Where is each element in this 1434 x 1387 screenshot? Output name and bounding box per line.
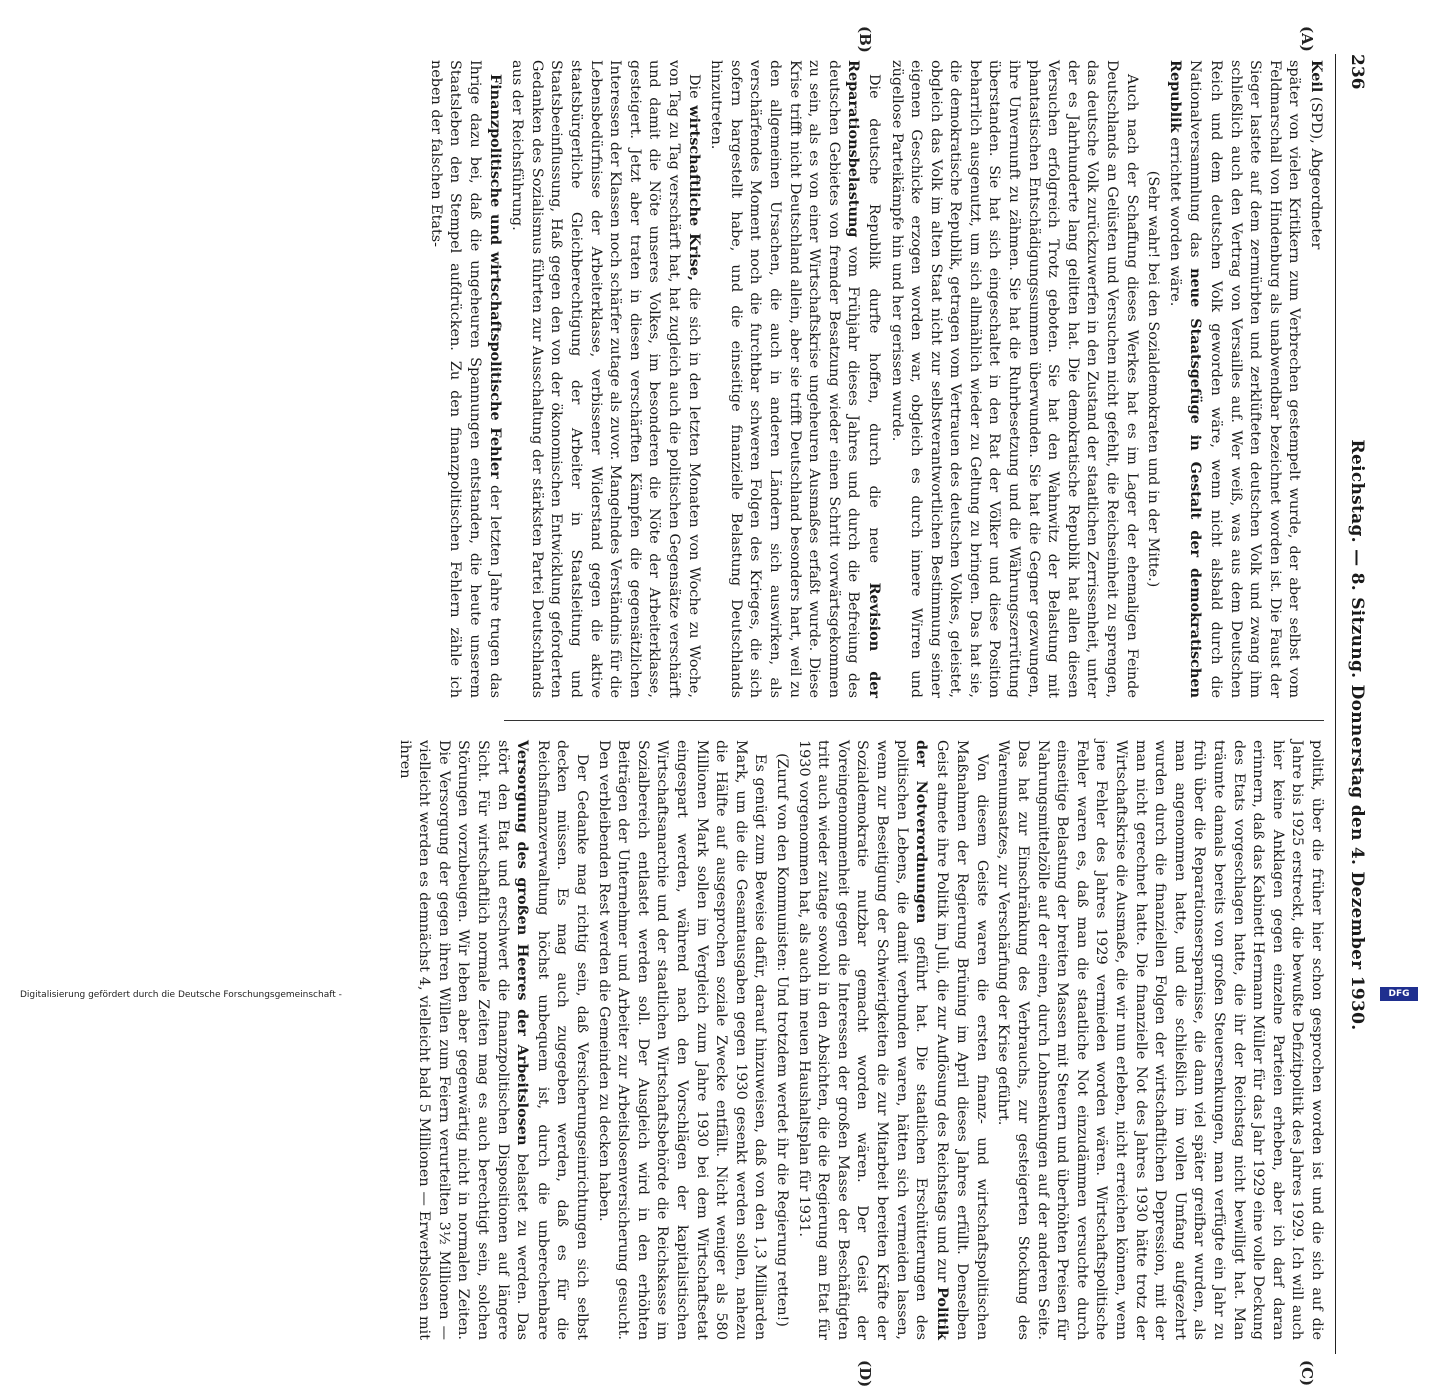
- bold-run: Politik der Notverordnungen: [913, 740, 951, 1340]
- speaker-party: (SPD), Abgeordneter: [1308, 96, 1324, 250]
- left-column: [427, 60, 1326, 699]
- margin-mark-c: (C): [1298, 1360, 1316, 1387]
- text-run: Der Gedanke mag richtig sein, daß Versicherungseinrichtungen sich selbst decken müssen. Es mag auch zugegeben werden, daß es für die Reichsfinanzverwaltung höchst unbequem ist, durch die unberechenbare: [534, 740, 591, 1340]
- paragraph: [793, 740, 991, 1340]
- bold-run: wirtschaftliche Krise,: [685, 105, 703, 281]
- bold-run: Finanzpolitische und wirtschaftspolitische Fehler: [486, 74, 504, 479]
- text-run: der letzten Jahre trugen das Ihrige dazu bei, daß die ungeheuren Spannungen entstanden, die heute unserem Staatsleben den Stempel aufdrücken. Zu den finanzpolitischen Fehlern zähle ich neben der falschen Etats-: [427, 60, 503, 699]
- bold-run: Revision der Reparationsbelastung: [845, 60, 883, 698]
- text-run: geführt hat. Die staatlichen Erschütterungen des politischen Lebens, die damit verbunden waren, hätten sich vermeiden lassen, wenn zur Beseitigung der Schwierigkeiten die zur Mitarbeit bereiten Kräfte der Sozialdemokratie nutzbar gemacht worden wären. Der Geist der Voreingenommenheit gegen die Interessen der großen Masse der Beschäftigten tritt auch wieder zutage sowohl in den Absichten, die die Regierung am Etat für 1930 vorgenommen hat, als auch im neuen Haushaltsplan für 1931.: [795, 740, 930, 1341]
- page-number: 236: [1347, 54, 1367, 90]
- interjection: (Zuruf von den Kommunisten: Und trotzdem werdet ihr die Regierung retten!): [773, 753, 790, 1327]
- text-run: Die deutsche Republik durfte hoffen, durch die neue: [865, 74, 882, 563]
- column-divider: [504, 720, 1324, 721]
- paragraph: [507, 60, 704, 698]
- paragraph: [425, 60, 504, 698]
- text-run: vom Frühjahr dieses Jahres und durch die Befreiung des deutschen Gebietes von fremder Besatzung wieder einen Schritt vorwärtsgekommen zu sein, als es von einer Wirtschaftskrise ungeheuren Ausmaßes erfaßt wurde. Diese Krise trifft nicht Deutschland allein, aber sie trifft Deutschland besonders hart, weil zu den allgemeinen Ursachen, die auch in anderen Ländern sich auswirken, als verschärfendes Moment noch die furchtbar schweren Folgen des Krieges, die sich sofern bargestellt habe, und die einseitige finanzielle Belastung Deutschlands hinzutreten.: [708, 60, 862, 698]
- text-run: belastet zu werden. Das stört den Etat und erschwert die finanzpolitischen Dispositionen auf längere Sicht. Für wirtschaftlich normale Zeiten mag es auch berechtigt sein, solchen Störungen vorzubeugen. Wir leben aber gegenwärtig nicht in normalen Zeiten. Die Versorgung der gegen ihren Willen zum Feiern verurteilten 3½ Millionen — vielleicht werden es demnächst 4, vielleicht bald 5 Millionen — Erwerbslosen mit ihren: [396, 740, 531, 1340]
- text-run: Von diesem Geiste waren die ersten finanz- und wirtschaftspolitischen Maßnahmen der Regierung Brüning im April dieses Jahres erfüllt. Denselben Geist atmete ihre Politik im Juli, die zur Auflösung des Reichstags und zur: [933, 740, 990, 1340]
- header-rule: [1335, 54, 1336, 1354]
- page-title: Reichstag. — 8. Sitzung. Donnerstag den 4. Dezember 1930.: [1347, 439, 1367, 1031]
- margin-mark-d: (D): [856, 1360, 874, 1387]
- dfg-logo: DFG: [1380, 987, 1418, 1001]
- speaker-line: [1305, 60, 1326, 698]
- text-run: die sich in den letzten Monaten von Woche zu Woche, von Tag zu Tag verschärft hat, hat zugleich auch die politischen Gegensätze verschärft und damit die Nöte unseres Volkes, im besonderen die Nöte der Arbeiterklasse, gesteigert. Jetzt aber traten in diesen verschärften Kämpfen die gegensätzlichen Interessen der Klassen noch schärfer zutage als zuvor. Mangelndes Verständnis für die Lebensbedürfnisse der Arbeiterklasse, verbissener Widerstand gegen die aktive staatsbürgerliche Gleichberechtigung der Arbeiter in Staatsleitung und Staatsbeeinflussung, Haß gegen den von der ökonomischen Entwicklung geforderten Gedanken des Sozialismus führten zur Ausschaltung der stärksten Partei Deutschlands aus der Reichsführung.: [509, 60, 702, 698]
- paragraph: politik, über die früher hier schon gesprochen worden ist und die sich auf die Jahre bis 1925 erstreckt, die bewußte Defizitpolitik des Jahres 1929. Ich will auch hier keine Anklagen gegen einzelne Parteien erheben, aber ich darf daran erinnern, daß das Kabinett Hermann Müller für das Jahr 1929 eine volle Deckung des Etats vorgeschlagen hatte, die ihr der Reichstag nicht bewilligt hat. Man träumte damals bereits von großen Steuersenkungen, man verfügte ein Jahr zu früh über die Reparationsersparnisse, die dann viel später greifbar wurden, als man angenommen hatte, und die schließlich im vollen Umfang aufgezehrt wurden durch die finanziellen Folgen der wirtschaftlichen Depression, mit der man nicht gerechnet hatte. Die finanzielle Not des Jahres 1930 hätte trotz der Wirtschaftskrise die Ausmaße, die wir nun erleben, nicht erreichen können, wenn jene Fehler des Jahres 1929 vermieden worden wären. Wirtschaftspolitische Fehler waren es, daß man die staatliche Not einzudämmen versuchte durch einseitige Belastung der breiten Massen mit Steuern und überhöhten Preisen für Nahrungsmittelzölle auf der einen, durch Lohnsenkungen auf der anderen Seite. Das hat zur Einschränkung des Verbrauchs, zur gesteigerten Stockung des Warenumsatzes, zur Verschärfung der Krise geführt.: [995, 740, 1325, 1340]
- text-run: Die: [685, 74, 702, 99]
- margin-mark-b: (B): [856, 26, 874, 53]
- paragraph: [706, 60, 884, 698]
- paragraph: Auch nach der Schaffung dieses Werkes hat es im Lager der ehemaligen Feinde Deutschlands an Gelüsten und Versuchen nicht gefehlt, die Reichseinheit zu sprengen, das deutsche Volk zurückzuwerfen in den Zustand der staatlichen Zerrissenheit, unter der es Jahrhunderte lang gelitten hat. Die demokratische Republik hat allen diesen Versuchen erfolgreich Trotz geboten. Sie hat den Wahnwitz der Belastung mit phantastischen Entschädigungssummen überwunden. Sie hat die Gegner gezwungen, ihre Unvernunft zu zähmen. Sie hat die Ruhrbesetzung und die Währungszerrüttung überstanden. Sie hat sich eingeschaltet in den Rat der Völker und diese Position beharrlich ausgenutzt, um sich allmählich wieder zu Geltung zu bringen. Das hat sie, die demokratische Republik, getragen vom Vertrauen des deutschen Volkes, geleistet, obgleich das Volk im alten Staat nicht zur selbstverantwortlichen Bestimmung seiner eigenen Geschicke erzogen worden war, obgleich es durch innere Wirren und zügellose Parteikämpfe hin und her gerissen wurde.: [888, 60, 1140, 698]
- bold-run: Versorgung des großen Heeres der Arbeitslosen: [514, 740, 532, 1146]
- text-run: errichtet worden wäre.: [1166, 137, 1183, 307]
- paragraph: Es genügt zum Beweise dafür, darauf hinzuweisen, daß von den 1,3 Milliarden Mark, um die die Gesamtausgaben gegen 1930 gesenkt werden sollen, nahezu die Hälfte auf ausgesprochen soziale Zwecke entfällt. Nicht weniger als 580 Millionen Mark sollen im Vergleich zum Jahre 1930 bei dem Wirtschaftsetat eingespart werden, während nach den Vorschlägen der kapitalistischen Wirtschaftsanarchie und der staatlichen Wirtschaftsbehörde die Reichskasse im Sozialbereich entlastet werden soll. Der Ausgleich wird in den erhöhten Beiträgen der Unternehmer und Arbeiter zur Arbeitslosenversicherung gesucht. Den verbleibenden Rest werden die Gemeinden zu decken haben.: [595, 740, 769, 1340]
- digitization-credit: Digitalisierung gefördert durch die Deutsche Forschungsgemeinschaft -: [20, 990, 342, 1000]
- paragraph: [1164, 60, 1303, 698]
- interjection: (Sehr wahr! bei den Sozialdemokraten und in der Mitte.): [1145, 170, 1162, 588]
- margin-mark-a: (A): [1298, 26, 1316, 52]
- paragraph: [394, 740, 591, 1340]
- right-column: [396, 740, 1326, 1341]
- bold-run: neue Staatsgefüge in Gestalt der demokratischen Republik: [1166, 60, 1205, 699]
- speaker-name: Keil: [1308, 60, 1325, 93]
- page-header: [1340, 54, 1374, 1356]
- text-run: später von vielen Kritikern zum Verbrechen gestempelt wurde, der aber selbst vom Feldmarschall von Hindenburg als unabwendbar bezeichnet worden ist. Die Faust der Sieger lastete auf dem zermürbten und zerklüfteten deutschen Volk und zwang ihm schließlich auch den Vertrag von Versailles auf. Wer weiß, was aus dem Deutschen Reich und dem deutschen Volk geworden wäre, wenn nicht alsbald durch die Nationalversammlung das: [1187, 60, 1303, 698]
